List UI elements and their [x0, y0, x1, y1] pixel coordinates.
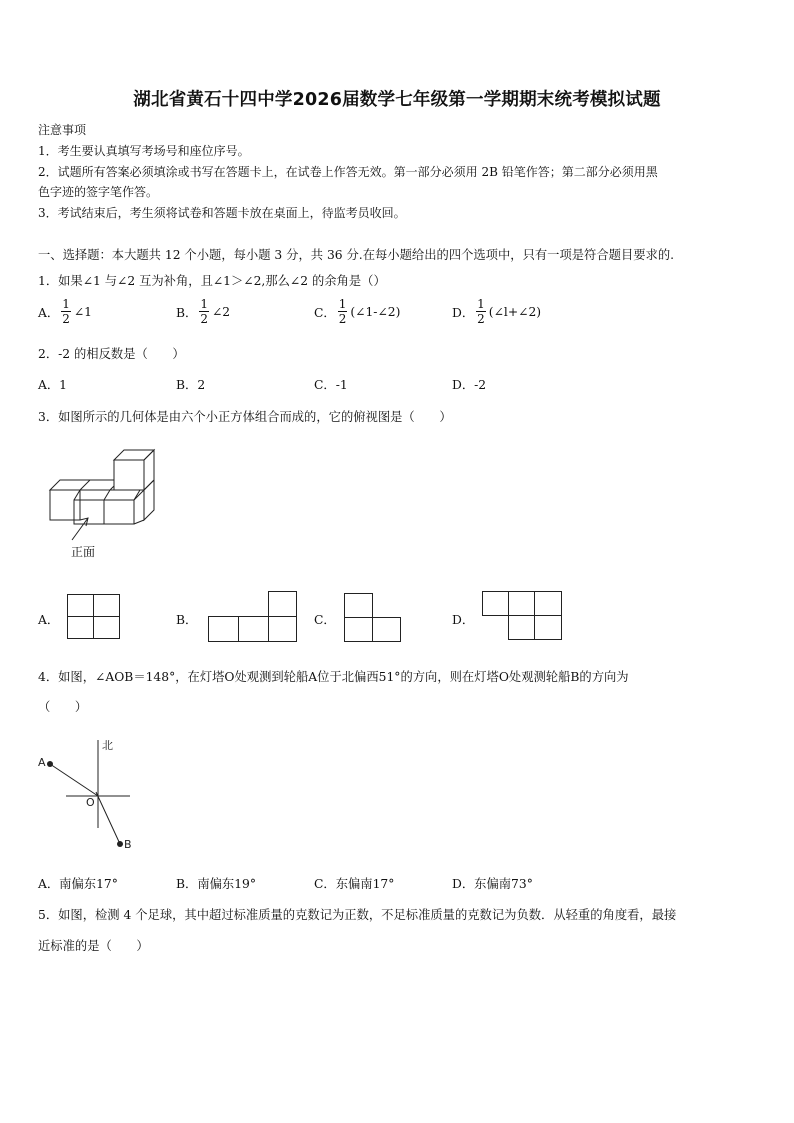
fraction-denominator: 2: [62, 312, 70, 326]
option-text: (∠l+∠2): [488, 304, 542, 319]
q3-option-b-figure[interactable]: [208, 591, 298, 643]
section-heading: 一、选择题：本大题共 12 个小题，每小题 3 分，共 36 分.在每小题给出的四个选项中，只有一项是符合题目要求的.: [38, 248, 675, 262]
fraction-numerator: 1: [200, 297, 208, 311]
q4-stem-continued: （ ）: [38, 700, 88, 714]
label-a: A: [38, 756, 46, 769]
q3-option-c-label[interactable]: C．: [314, 613, 336, 627]
note-line-2: 2．试题所有答案必须填涂或书写在答题卡上，在试卷上作答无效。第一部分必须用 2B 铅笔作答；第二部分必须用黑: [38, 165, 658, 179]
q5-stem-continued: 近标准的是（ ）: [38, 939, 149, 953]
q3-option-d-figure[interactable]: [482, 591, 564, 641]
note-line-3: 色字迹的签字笔作答。: [38, 185, 159, 199]
q2-option-b[interactable]: B．2: [176, 378, 206, 392]
option-label: C．: [314, 305, 336, 320]
q3-option-c-figure[interactable]: [344, 593, 402, 643]
q1-stem: 1．如果∠1 与∠2 互为补角，且∠1＞∠2,那么∠2 的余角是（）: [38, 274, 386, 288]
option-text: ∠2: [211, 304, 231, 319]
q2-stem: 2．-2 的相反数是（ ）: [38, 347, 185, 361]
fraction: [476, 298, 486, 325]
point-a: [47, 761, 53, 767]
option-label: D．: [452, 305, 475, 320]
q4-option-a[interactable]: A．南偏东17°: [38, 877, 118, 891]
q3-option-a-figure[interactable]: [67, 594, 121, 640]
cube-solid-figure: [44, 444, 164, 564]
fraction-denominator: 2: [477, 312, 485, 326]
q3-option-b-label[interactable]: B．: [176, 613, 198, 627]
label-o: O: [86, 796, 95, 809]
q4-option-c[interactable]: C．东偏南17°: [314, 877, 395, 891]
option-text: (∠1-∠2): [350, 304, 401, 319]
q4-option-d[interactable]: D．东偏南73°: [452, 877, 533, 891]
option-label: A．: [38, 305, 60, 320]
q1-option-d[interactable]: [452, 298, 541, 325]
note-line-4: 3．考试结束后，考生须将试卷和答题卡放在桌面上，待监考员收回。: [38, 206, 406, 220]
q2-option-c[interactable]: C．-1: [314, 378, 348, 392]
q1-option-a[interactable]: [38, 298, 92, 325]
fraction-numerator: 1: [477, 297, 485, 311]
note-line-1: 1．考生要认真填写考场号和座位序号。: [38, 144, 250, 158]
q2-option-a[interactable]: A．1: [38, 378, 68, 392]
q3-option-a-label[interactable]: A．: [38, 613, 60, 627]
label-b: B: [124, 838, 132, 851]
q4-option-b[interactable]: B．南偏东19°: [176, 877, 257, 891]
point-b: [117, 841, 123, 847]
page-title: 湖北省黄石十四中学2026届数学七年级第一学期期末统考模拟试题: [133, 90, 661, 110]
q5-stem: 5．如图，检测 4 个足球，其中超过标准质量的克数记为正数，不足标准质量的克数记为负数．从轻重的角度看，最接: [38, 908, 677, 922]
fraction-denominator: 2: [200, 312, 208, 326]
fraction: [199, 298, 209, 325]
option-text: ∠1: [73, 304, 92, 319]
option-label: B．: [176, 305, 198, 320]
fraction-numerator: 1: [338, 297, 347, 311]
fraction: [338, 298, 348, 325]
fraction: [61, 298, 71, 325]
front-label: 正面: [71, 545, 96, 559]
fraction-denominator: 2: [338, 312, 347, 326]
north-label: 北: [102, 739, 113, 752]
q2-option-d[interactable]: D．-2: [452, 378, 487, 392]
q3-stem: 3．如图所示的几何体是由六个小正方体组合而成的，它的俯视图是（ ）: [38, 410, 452, 424]
fraction-numerator: 1: [62, 297, 70, 311]
notes-heading: 注意事项: [38, 123, 87, 137]
q3-option-d-label[interactable]: D．: [452, 613, 475, 627]
q4-stem: 4．如图，∠AOB＝148°，在灯塔O处观测到轮船A位于北偏西51°的方向，则在灯塔O处观测轮船B的方向为: [38, 670, 629, 684]
q1-option-c[interactable]: [314, 298, 400, 325]
compass-direction-figure: [36, 734, 146, 858]
q1-option-b[interactable]: [176, 298, 230, 325]
